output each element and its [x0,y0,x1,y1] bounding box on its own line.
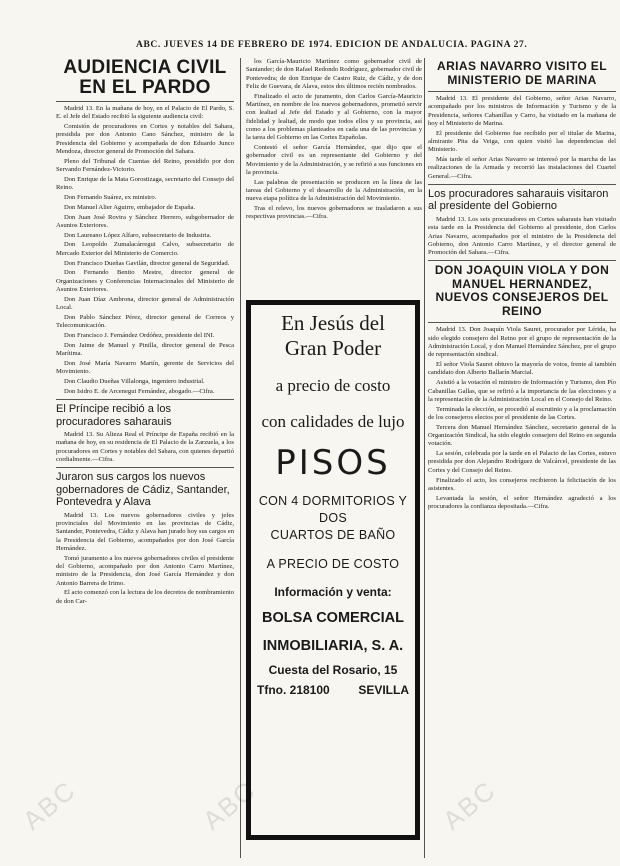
audience-item: Don Juan José Rovira y Sánchez Herrero, subgobernador de Asuntos Exteriores. [56,213,234,229]
article-paragraph: La sesión, celebrada por la tarde en el Palacio de las Cortes, estuvo presidida por don Alejandro Rodríguez de Valcárcel, presidente de las Cortes y del Consejo del Reino. [428,450,616,474]
article-paragraph: Finalizado el acto, los consejeros recibieron la felicitación de los asistentes. [428,476,616,492]
ad-line: A PRECIO DE COSTO [266,557,400,571]
abc-watermark: ABC [16,774,82,836]
abc-watermark: ABC [436,774,502,836]
article-paragraph: El señor Viola Sauret obtuvo la mayoría de votos, frente al también candidato don Alberto Ballarín Marcial. [428,361,616,377]
audience-item: Don José María Navarro Martín, gerente de Servicios del Movimiento. [56,359,234,376]
column-3 [428,58,616,858]
article-paragraph: Tercera don Manuel Hernández Sánchez, secretario general de la Organización Sindical, ha sido elegido consejero del Reino en segunda votación. [428,423,616,448]
subhead-procuradores: Los procuradores saharauis visitaron al presidente del Gobierno [428,187,609,213]
gobernadores-text [56,512,234,606]
article-paragraph: Más tarde el señor Arias Navarro se interesó por la marcha de las realizaciones de la Armada y recorrió las instalaciones del Cuartel General.—Cifra. [428,156,616,180]
consejeros-text [428,326,616,511]
audience-item: Don Leopoldo Zumalacárregui Calvo, subsecretario de Mercado Exterior del Ministerio de Comercio. [56,241,234,257]
audience-item: Don Francisco J. Fernández Ordóñez, presidente del INI. [64,331,215,339]
divider [428,322,616,323]
article-title-consejeros: DON JOAQUIN VIOLA Y DON MANUEL HERNANDEZ, NUEVOS CONSEJEROS DEL REINO [434,263,610,318]
divider [56,101,234,102]
ad-line: CUARTOS DE BAÑO [270,528,396,542]
ad-city: SEVILLA [358,683,409,697]
article-paragraph: Asistió a la votación el ministro de Información y Turismo, don Pío Cabanillas Gallas, que se refirió a la importancia de las elecciones y a la representación de la Administración Local en el Consejo del Reino. [428,379,616,403]
subhead-principe: El Príncipe recibió a los procuradores saharauis [56,403,172,428]
article-paragraph: Contestó el señor García Hernández, que dijo que el gobernador civil es un representante del Gobierno y del Movimiento y de la Administración, y se refirió a sus funciones en la provincia. [246,143,422,176]
divider [428,184,616,185]
ad-line: a precio de costo [275,376,391,395]
ad-line: CON 4 DORMITORIOS Y DOS [258,494,408,525]
audience-item: Don Francisco Dueñas Gavilán, director general de Seguridad. [64,259,230,267]
abc-watermark: ABC [196,774,262,836]
audience-item: Don Enrique de la Mata Gorostizaga, secretario del Consejo del Reino. [56,175,234,192]
audience-list [56,123,234,396]
divider [428,260,616,261]
continuation-text [246,58,422,222]
arias-text [428,95,616,181]
audience-item: Don Isidro E. de Arcenegui Fernández, abogado.—Cifra. [64,387,215,395]
ad-line: con calidades de lujo [261,412,405,431]
audience-item: Don Fernando Benito Mestre, director general de Organizaciones y Conferencias Internacionales del Ministerio de Asuntos Exteriores. [56,269,234,293]
article-title-audiencia: AUDIENCIA CIVIL EN EL PARDO [63,58,227,98]
article-paragraph: Finalizado el acto de juramento, don Carlos García-Mauricio Martínez, en nombre de los nuevos gobernadores, prometió servir con lealtad al Jefe del Estado y al Gobierno, con la mayor fidelidad y lealtad, de modo que todos ellos y su provincia, así como a los problemas planteados en cada una de las provincias y la tarea del Gobierno en las Cortes Españolas. [246,92,422,142]
audience-item: Don Manuel Alier Aguirre, embajador de España. [64,203,196,211]
article-paragraph: Madrid 13. Don Joaquín Viola Sauret, procurador por Lérida, ha sido elegido consejero del Reino por el grupo de representación de la Administración Local, y don Manuel Hernández Sánchez, por el grupo de representación sindical. [428,326,616,359]
article-paragraph: Terminada la elección, se procedió al escrutinio y a la proclamación de los consejeros electos por el presidente de las Cortes. [428,405,616,421]
subhead-gobernadores: Juraron sus cargos los nuevos gobernadores de Cádiz, Santander, Pontevedra y Alava [56,471,230,509]
ad-line: Gran Poder [284,336,382,360]
article-paragraph: Madrid 13. Su Alteza Real el Príncipe de España recibió en la mañana de hoy, en su residencia de El Palacio de la Zarzuela, a los procuradores en Cortes y notables del Sahara, con quienes departió cordialmente.—Cifra. [56,431,234,463]
article-paragraph: Las palabras de presentación se producen en la línea de las tareas del Gobierno y el desarrollo de la Administración, en la nueva etapa política de la Administración del Movimiento. [246,178,422,203]
audience-item: Don Fernando Suárez, ex ministro. [64,193,157,201]
article-paragraph: El presidente del Gobierno fue recibido por el titular de Marina, almirante Pita da Veiga, con quien visitó las dependencias del Ministerio. [428,129,616,154]
article-title-arias: ARIAS NAVARRO VISITO EL MINISTERIO DE MARINA [437,59,607,87]
ad-phone: Tfno. 218100 [257,683,330,697]
column-rule [240,58,241,858]
article-paragraph: Madrid 13. Los nuevos gobernadores civiles y jefes provinciales del Movimiento en las provincias de Cádiz, Santander, Pontevedra, Cádiz y Alava han jurado hoy sus cargos en la Presidencia del Gobierno, acompañados por don José García Hernández. [56,511,234,552]
article-paragraph: Tras el relevo, los nuevos gobernadores se trasladaron a sus respectivas provincias.—Cifra. [246,205,422,221]
ad-line: En Jesús del [281,311,385,335]
divider [428,91,616,92]
article-paragraph: los García-Mauricio Martínez como gobernador civil de Santander; de don Rafael Redondo Rodríguez, gobernador civil de Pontevedra; de don Enrique de Castro Ruiz, de Cádiz, y de don Feliz de Guevara, de Alava, estos dos últimos recién nombrados. [246,58,422,90]
article-paragraph: El acto comenzó con la lectura de los decretos de nombramiento de don Car- [56,589,234,605]
audience-item: Don Juan Díaz Ambrona, director general de Administración Local. [56,295,234,312]
audience-item: Don Laureano López Alfaro, subsecretario de Industria. [64,231,212,239]
ad-info: Información y venta: [274,585,392,599]
audience-item: Don Claudio Dueñas Villalonga, ingeniero industrial. [64,377,205,385]
ad-headline: PISOS [275,443,391,483]
audience-item: Comisión de procuradores en Cortes y notables del Sahara, presidida por don Antonio Cano Sánchez, ministro de la Presidencia del Gobierno y acompañada de don Eduardo Junco Mendoza, director general de Promoción del Sahara. [56,123,234,155]
column-1 [56,58,234,858]
audience-item: Don Pablo Sánchez Pérez, director general de Correos y Telecomunicación. [56,313,234,330]
divider [56,399,234,400]
article-lead: Madrid 13. En la mañana de hoy, en el Palacio de El Pardo, S. E. el Jefe del Estado recibió la siguiente audiencia civil: [56,105,234,121]
column-rule [424,58,425,858]
article-paragraph: Levantada la sesión, el señor Hernández agradeció a los procuradores la confianza depositada.—Cifra. [428,494,616,510]
ad-company: INMOBILIARIA, S. A. [262,638,404,654]
ad-address: Cuesta del Rosario, 15 [268,663,398,677]
ad-company: BOLSA COMERCIAL [261,610,405,626]
audience-item: Pleno del Tribunal de Cuentas del Reino, presidido por don Servando Fernández-Victorio. [56,157,234,174]
article-paragraph: Madrid 13. Los seis procuradores en Cortes saharauis han visitado esta tarde en la Presidencia del Gobierno al presidente, don Carlos Arias Navarro, acompañados por el ministro de la Presidencia del Gobierno, don Antonio Carro Martínez, y el director general de Promoción del Sahara.—Cifra. [428,215,616,257]
real-estate-advertisement [246,300,420,840]
audience-item: Don Jaime de Manuel y Pinilla, director general de Pesca Marítima. [56,341,234,358]
article-paragraph: Tomó juramento a los nuevos gobernadores civiles el presidente del Gobierno, acompañado por don Antonio Carro Martínez, ministro de la Presidencia, don José García Hernández y don Antonio Barrera de Irimo. [56,554,234,587]
column-2 [246,58,422,294]
page-header: ABC. JUEVES 14 DE FEBRERO DE 1974. EDICION DE ANDALUCIA. PAGINA 27. [136,40,528,50]
article-paragraph: Madrid 13. El presidente del Gobierno, señor Arias Navarro, acompañado por los ministros de Información y Turismo y de la Presidencia, señores Cabanillas y Carro, ha visitado en la mañana de hoy el Ministerio de Marina. [428,95,616,127]
divider [56,467,234,468]
